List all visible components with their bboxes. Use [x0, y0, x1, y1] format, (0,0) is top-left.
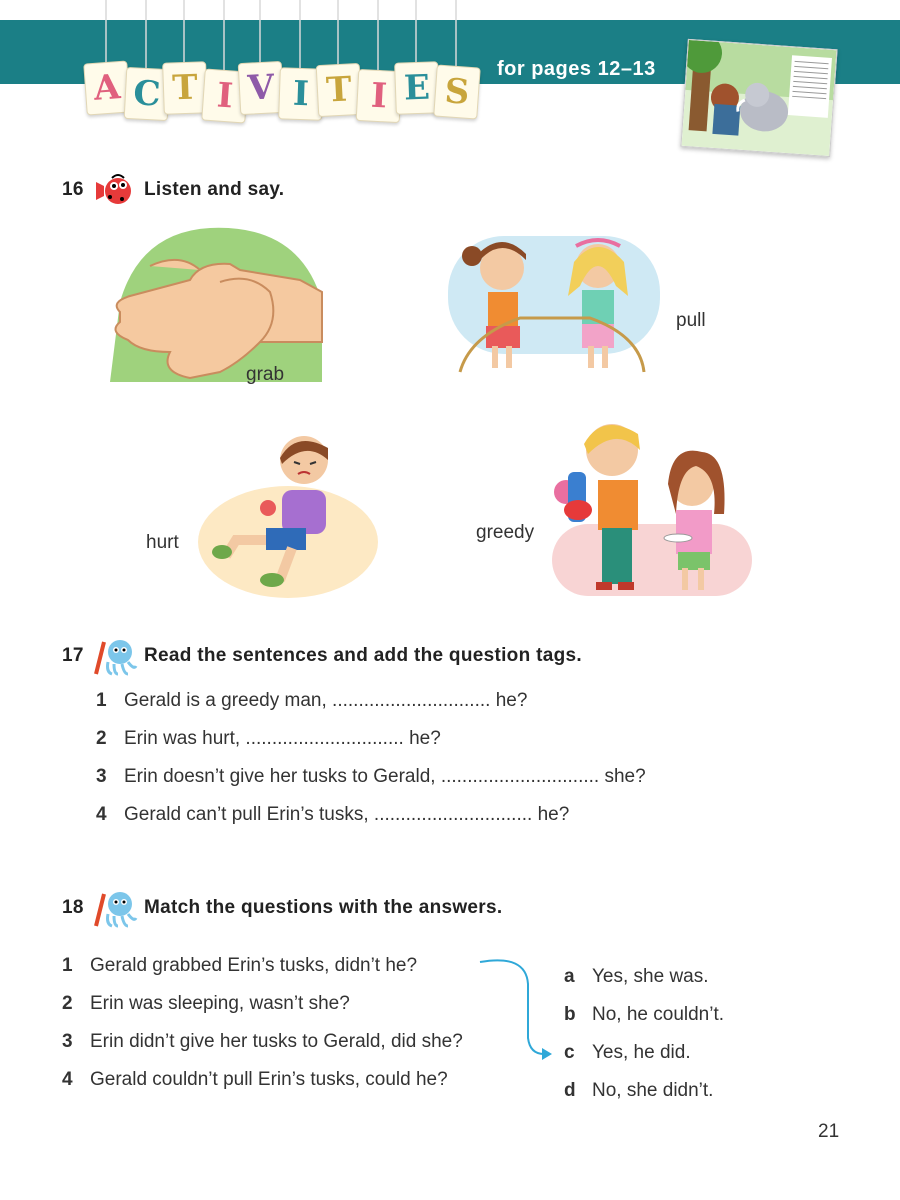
list-item: b No, he couldn’t.	[564, 1004, 724, 1042]
answers-column	[564, 966, 724, 1118]
for-pages-label: for pages 12–13	[497, 58, 656, 80]
answer-text: No, he couldn’t.	[592, 1004, 725, 1025]
octopus-pencil-icon	[92, 636, 138, 676]
page-number: 21	[818, 1121, 840, 1142]
section-number: 18	[62, 897, 84, 918]
question-tags-list	[96, 690, 646, 842]
title-letter-tile: I	[201, 69, 249, 124]
section-17-heading	[62, 636, 582, 676]
list-item: a Yes, she was.	[564, 966, 724, 1004]
list-item: 4 Gerald couldn’t pull Erin’s tusks, could he?	[62, 1069, 463, 1107]
section-17-instruction: Read the sentences and add the question tags.	[144, 645, 582, 666]
section-number: 17	[62, 645, 84, 666]
question-text: Erin was sleeping, wasn’t she?	[90, 993, 350, 1014]
sentence-text: Erin was hurt, .............................. he?	[124, 728, 441, 749]
pull-illustration	[440, 226, 662, 378]
question-text: Erin didn’t give her tusks to Gerald, did she?	[90, 1031, 463, 1052]
section-18-instruction: Match the questions with the answers.	[144, 897, 503, 918]
word-greedy: greedy	[476, 522, 535, 543]
grab-illustration	[100, 222, 330, 384]
list-item: 3 Erin doesn’t give her tusks to Gerald, .............................. she?	[96, 766, 646, 804]
list-item: 4 Gerald can’t pull Erin’s tusks, .............................. he?	[96, 804, 646, 842]
title-letter-tile: C	[124, 67, 171, 121]
list-item: 2 Erin was hurt, .............................. he?	[96, 728, 646, 766]
questions-column	[62, 955, 463, 1107]
list-item: 3 Erin didn’t give her tusks to Gerald, did she?	[62, 1031, 463, 1069]
answer-text: No, she didn’t.	[592, 1080, 714, 1101]
octopus-pencil-icon	[92, 888, 138, 928]
title-letter-tile: I	[356, 69, 403, 123]
story-thumbnail	[680, 39, 837, 157]
sentence-text: Gerald can’t pull Erin’s tusks, .............................. he?	[124, 804, 570, 825]
title-letter-tile: V	[238, 61, 285, 115]
sentence-text: Erin doesn’t give her tusks to Gerald, .............................. she?	[124, 766, 646, 787]
section-16-instruction: Listen and say.	[144, 179, 285, 200]
question-text: Gerald couldn’t pull Erin’s tusks, could he?	[90, 1069, 448, 1090]
sentence-text: Gerald is a greedy man, .............................. he?	[124, 690, 528, 711]
list-item: c Yes, he did.	[564, 1042, 724, 1080]
answer-text: Yes, he did.	[592, 1042, 691, 1063]
word-grab: grab	[246, 364, 285, 385]
list-item: d No, she didn’t.	[564, 1080, 724, 1118]
example-match-arrow	[476, 954, 566, 1064]
title-letter-tile: S	[433, 65, 481, 120]
list-item: 2 Erin was sleeping, wasn’t she?	[62, 993, 463, 1031]
title-letter-tile: E	[394, 61, 440, 115]
list-item: 1 Gerald is a greedy man, .............................. he?	[96, 690, 646, 728]
listen-ladybug-icon	[92, 170, 138, 210]
title-letter-tile: T	[316, 63, 363, 117]
greedy-illustration	[552, 414, 752, 598]
list-item: 1 Gerald grabbed Erin’s tusks, didn’t he?	[62, 955, 463, 993]
question-text: Gerald grabbed Erin’s tusks, didn’t he?	[90, 955, 418, 976]
section-16-heading	[62, 170, 284, 210]
section-number: 16	[62, 179, 84, 200]
hurt-illustration	[196, 430, 380, 602]
title-letter-tile: T	[162, 61, 208, 115]
section-18-heading	[62, 888, 502, 928]
title-letter-tile: I	[278, 67, 324, 121]
answer-text: Yes, she was.	[592, 966, 709, 987]
word-hurt: hurt	[146, 532, 179, 553]
word-pull: pull	[676, 310, 706, 331]
title-letter-tile: A	[83, 61, 131, 116]
